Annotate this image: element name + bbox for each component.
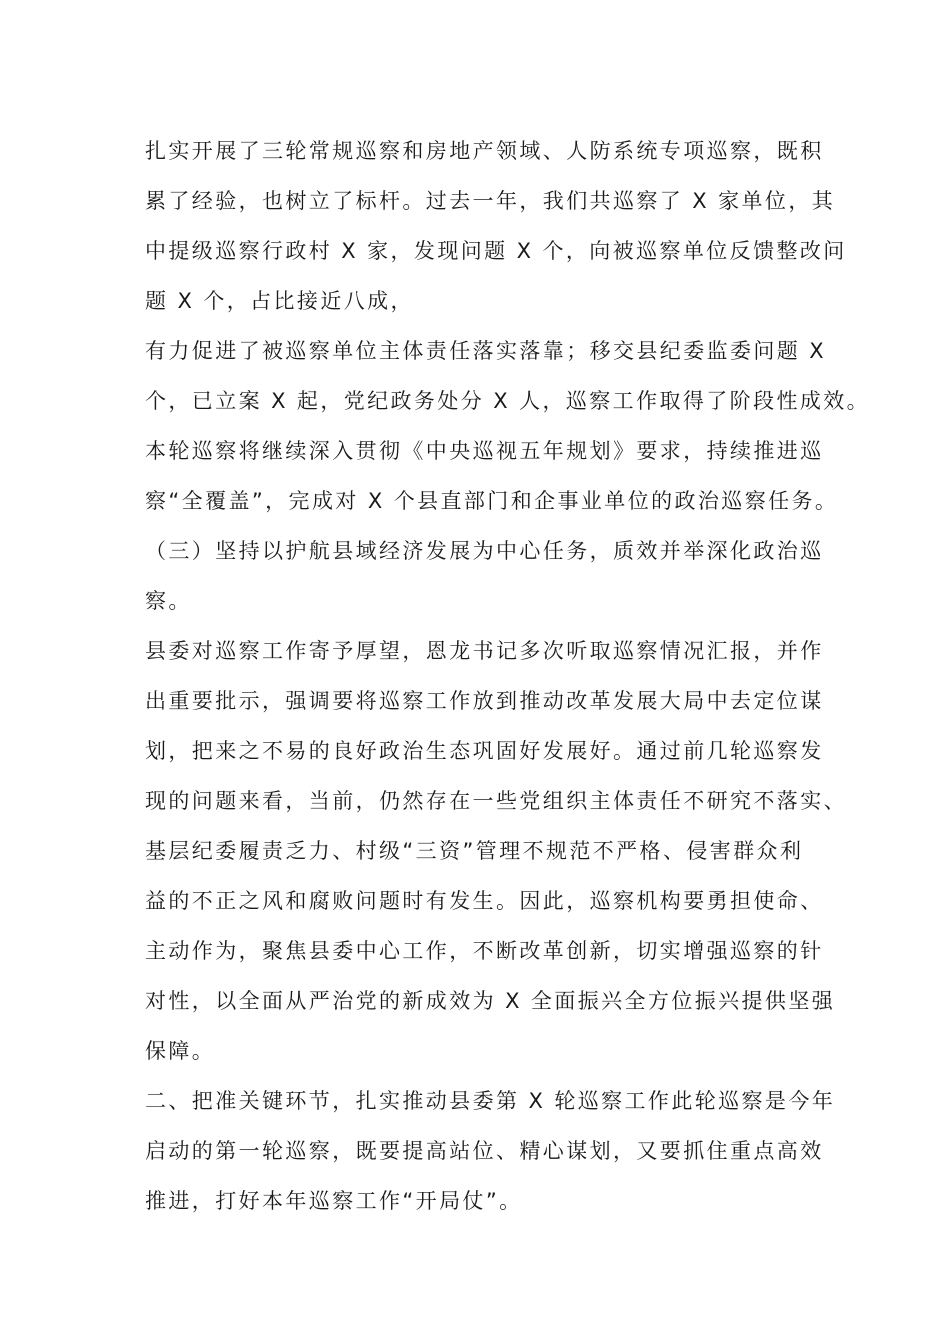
text-line: 中提级巡察行政村 X 家，发现问题 X 个，向被巡察单位反馈整改问 [145,239,847,263]
text-line: 个，已立案 X 起，党纪政务处分 X 人，巡察工作取得了阶段性成效。 [145,389,871,413]
section-heading: （三）坚持以护航县域经济发展为中心任务，质效并举深化政治巡 [145,539,824,563]
text-line: 基层纪委履责乏力、村级“三资”管理不规范不严格、侵害群众利 [145,839,804,863]
text-line: 本轮巡察将继续深入贯彻《中央巡视五年规划》要求，持续推进巡 [145,439,824,463]
text-line: 推进，打好本年巡察工作“开局仗”。 [145,1189,523,1213]
text-line: 县委对巡察工作寄予厚望，恩龙书记多次听取巡察情况汇报，并作 [145,639,824,663]
text-line: 现的问题来看，当前，仍然存在一些党组织主体责任不研究不落实、 [145,789,847,813]
text-line: 启动的第一轮巡察，既要提高站位、精心谋划，又要抓住重点高效 [145,1139,824,1163]
text-line: 益的不正之风和腐败问题时有发生。因此，巡察机构要勇担使命、 [145,889,824,913]
section-heading: 二、把准关键环节，扎实推动县委第 X 轮巡察工作此轮巡察是今年 [145,1089,836,1113]
text-line: 累了经验，也树立了标杆。过去一年，我们共巡察了 X 家单位，其 [145,189,836,213]
text-line: 察“全覆盖”，完成对 X 个县直部门和企事业单位的政治巡察任务。 [145,489,839,513]
text-line: 题 X 个，占比接近八成， [145,289,414,313]
text-line: 保障。 [145,1039,216,1063]
text-line: 有力促进了被巡察单位主体责任落实落靠；移交县纪委监委问题 X [145,339,827,363]
text-line: 划，把来之不易的良好政治生态巩固好发展好。通过前几轮巡察发 [145,739,824,763]
text-line: 扎实开展了三轮常规巡察和房地产领域、人防系统专项巡察，既积 [145,139,824,163]
text-line: 对性，以全面从严治党的新成效为 X 全面振兴全方位振兴提供坚强 [145,989,836,1013]
text-line: 出重要批示，强调要将巡察工作放到推动改革发展大局中去定位谋 [145,689,824,713]
section-heading: 察。 [145,589,192,613]
text-line: 主动作为，聚焦县委中心工作，不断改革创新，切实增强巡察的针 [145,939,824,963]
